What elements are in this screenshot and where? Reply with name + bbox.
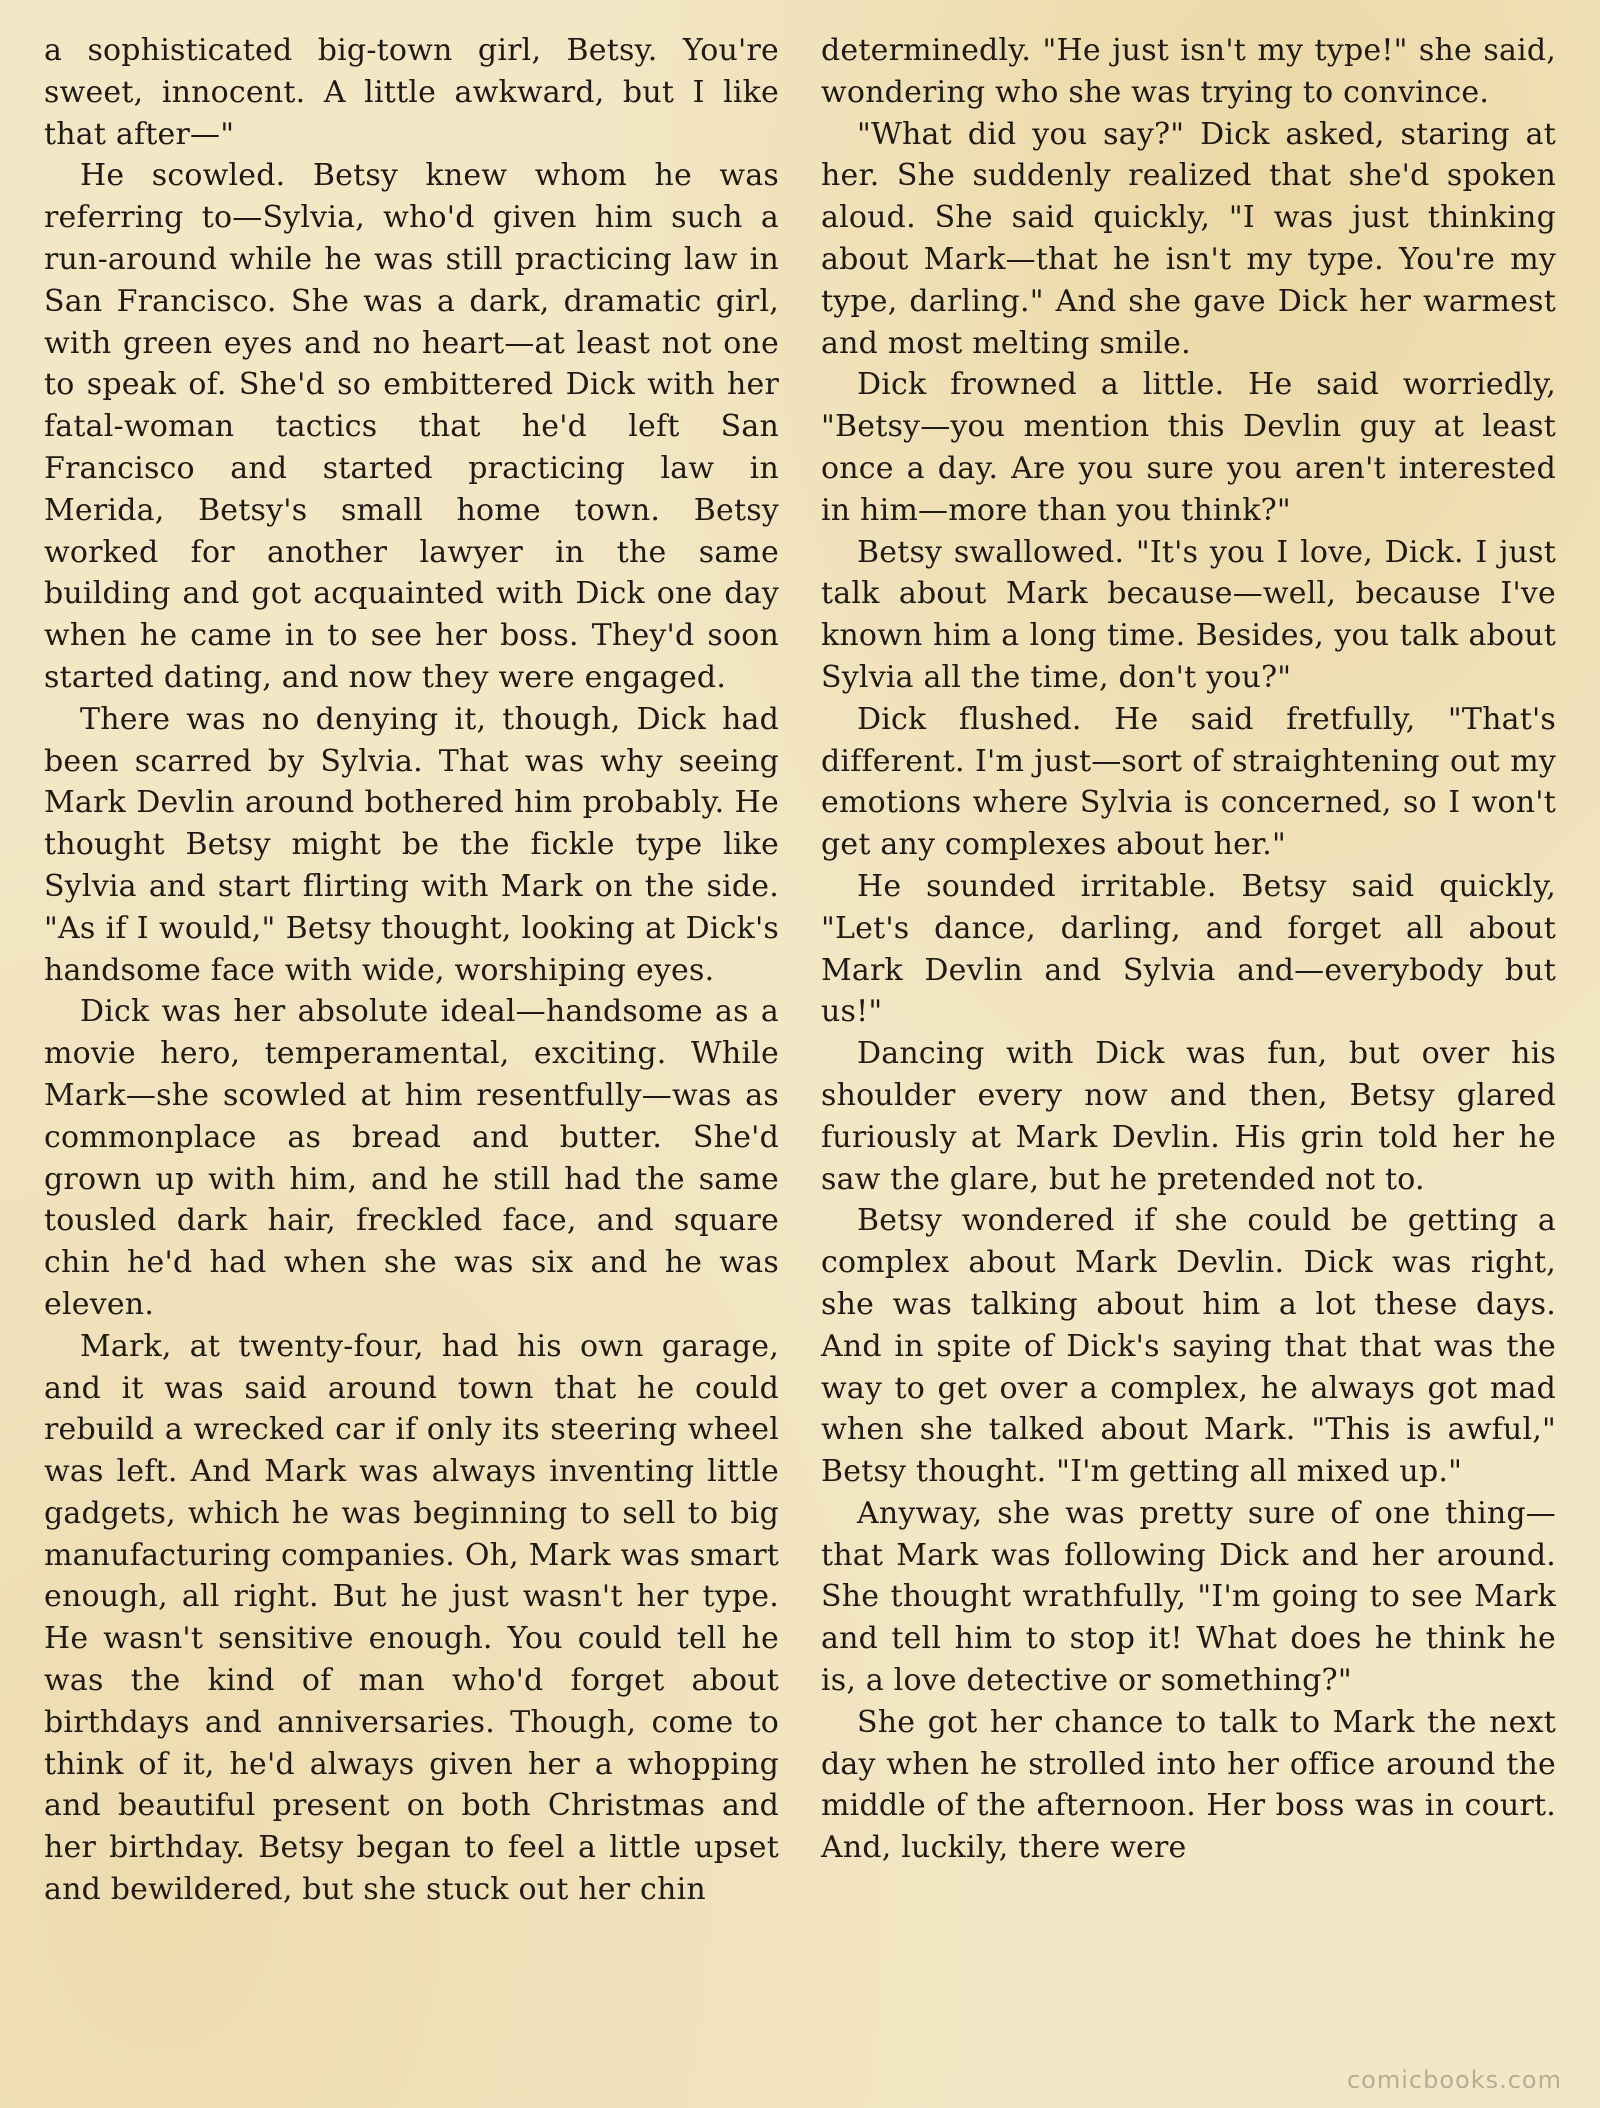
paragraph: "What did you say?" Dick asked, staring at her. She suddenly realized that she'd spoken aloud. She said quickly, "I was just thinking about Mark—that he isn't my type. You're my type, darling." And she gave Dick her warmest and most melting smile.	[821, 116, 1556, 361]
paragraph: Betsy swallowed. "It's you I love, Dick. I just talk about Mark because—well, because I've known him a long time. Besides, you talk about Sylvia all the time, don't you?"	[821, 534, 1556, 695]
paragraph: Dick flushed. He said fretfully, "That's different. I'm just—sort of straightening out my emotions where Sylvia is concerned, so I won't get any complexes about her."	[821, 701, 1556, 863]
paragraph: Dancing with Dick was fun, but over his shoulder every now and then, Betsy glared furiously at Mark Devlin. His grin told her he saw the glare, but he pretended not to.	[821, 1036, 1556, 1197]
watermark: comicbooks.com	[1346, 2066, 1562, 2094]
paragraph: Anyway, she was pretty sure of one thing—that Mark was following Dick and her around. She thought wrathfully, "I'm going to see Mark and tell him to stop it! What does he think he is, a love detective or something?"	[821, 1495, 1556, 1699]
paragraph: He sounded irritable. Betsy said quickly, "Let's dance, darling, and forget all about Mark Devlin and Sylvia and—everybody but us!"	[821, 868, 1556, 1030]
paragraph: She got her chance to talk to Mark the next day when he strolled into her office around the middle of the afternoon. Her boss was in court. And, luckily, there were	[821, 1704, 1556, 1866]
left-column	[44, 30, 779, 2070]
paragraph: determinedly. "He just isn't my type!" she said, wondering who she was trying to convince.	[821, 33, 1556, 110]
right-column	[821, 30, 1556, 2070]
paragraph: Mark, at twenty-four, had his own garage, and it was said around town that he could rebuild a wrecked car if only its steering wheel was left. And Mark was always inventing little gadgets, which he was beginning to sell to big manufacturing companies. Oh, Mark was smart enough, all right. But he just wasn't her type. He wasn't sensitive enough. You could tell he was the kind of man who'd forget about birthdays and anniversaries. Though, come to think of it, he'd always given her a whopping and beautiful present on both Christmas and her birthday. Betsy began to feel a little upset and bewildered, but she stuck out her chin	[44, 1328, 779, 1908]
paragraph: He scowled. Betsy knew whom he was referring to—Sylvia, who'd given him such a run-around while he was still practicing law in San Francisco. She was a dark, dramatic girl, with green eyes and no heart—at least not one to speak of. She'd so embittered Dick with her fatal-woman tactics that he'd left San Francisco and started practicing law in Merida, Betsy's small home town. Betsy worked for another lawyer in the same building and got acquainted with Dick one day when he came in to see her boss. They'd soon started dating, and now they were engaged.	[44, 158, 779, 695]
paragraph: Dick was her absolute ideal—handsome as a movie hero, temperamental, exciting. While Mark—she scowled at him resentfully—was as commonplace as bread and butter. She'd grown up with him, and he still had the same tousled dark hair, freckled face, and square chin he'd had when she was six and he was eleven.	[44, 994, 779, 1322]
paragraph: Betsy wondered if she could be getting a complex about Mark Devlin. Dick was right, she was talking about him a lot these days. And in spite of Dick's saying that that was the way to get over a complex, he always got mad when she talked about Mark. "This is awful," Betsy thought. "I'm getting all mixed up."	[821, 1203, 1556, 1490]
paragraph: There was no denying it, though, Dick had been scarred by Sylvia. That was why seeing Mark Devlin around bothered him probably. He thought Betsy might be the fickle type like Sylvia and start flirting with Mark on the side. "As if I would," Betsy thought, looking at Dick's handsome face with wide, worshiping eyes.	[44, 701, 779, 988]
story-page	[44, 30, 1556, 2070]
paragraph: Dick frowned a little. He said worriedly, "Betsy—you mention this Devlin guy at least once a day. Are you sure you aren't interested in him—more than you think?"	[821, 367, 1556, 528]
paragraph: a sophisticated big-town girl, Betsy. You're sweet, innocent. A little awkward, but I like that after—"	[44, 33, 779, 152]
